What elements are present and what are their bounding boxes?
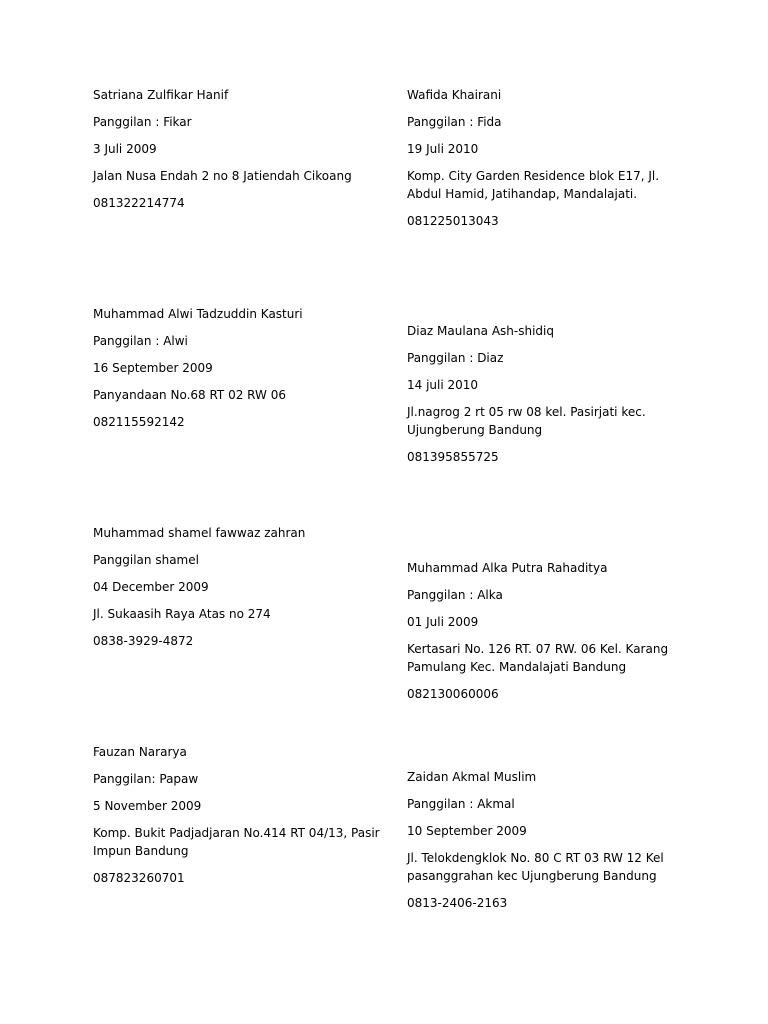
contact-address: Komp. Bukit Padjadjaran No.414 RT 04/13, Pasir Impun Bandung xyxy=(93,826,380,858)
contact-phone: 082130060006 xyxy=(407,687,499,701)
contact-birthdate: 01 Juli 2009 xyxy=(407,615,479,629)
contact-address: Kertasari No. 126 RT. 07 RW. 06 Kel. Karang Pamulang Kec. Mandalajati Bandung xyxy=(407,642,669,674)
contact-address: Jalan Nusa Endah 2 no 8 Jatiendah Cikoang xyxy=(93,169,352,183)
contact-card xyxy=(407,559,682,712)
contact-name: Wafida Khairani xyxy=(407,88,502,102)
contact-nickname: Panggilan : Diaz xyxy=(407,351,504,365)
contact-phone: 082115592142 xyxy=(93,415,185,429)
contact-nickname: Panggilan : Alka xyxy=(407,588,503,602)
contact-nickname: Panggilan : Fida xyxy=(407,115,502,129)
contact-card xyxy=(407,768,682,921)
contact-name: Satriana Zulfikar Hanif xyxy=(93,88,229,102)
contact-address: Jl.nagrog 2 rt 05 rw 08 kel. Pasirjati kec. Ujungberung Bandung xyxy=(407,405,646,437)
contact-card xyxy=(93,86,383,221)
contact-birthdate: 16 September 2009 xyxy=(93,361,213,375)
contact-card xyxy=(93,305,383,440)
contact-birthdate: 19 Juli 2010 xyxy=(407,142,479,156)
contact-name: Fauzan Nararya xyxy=(93,745,187,759)
contact-name: Muhammad Alka Putra Rahaditya xyxy=(407,561,608,575)
contact-card xyxy=(407,86,682,239)
contact-address: Jl. Telokdengklok No. 80 C RT 03 RW 12 Kel pasanggrahan kec Ujungberung Bandung xyxy=(407,851,664,883)
contact-card xyxy=(93,743,383,896)
contact-nickname: Panggilan shamel xyxy=(93,553,199,567)
contact-name: Diaz Maulana Ash-shidiq xyxy=(407,324,554,338)
contact-phone: 0813-2406-2163 xyxy=(407,896,508,910)
contact-phone: 081322214774 xyxy=(93,196,185,210)
contact-address: Komp. City Garden Residence blok E17, Jl. Abdul Hamid, Jatihandap, Mandalajati. xyxy=(407,169,660,201)
contact-birthdate: 14 juli 2010 xyxy=(407,378,479,392)
contact-nickname: Panggilan : Akmal xyxy=(407,797,515,811)
contact-name: Zaidan Akmal Muslim xyxy=(407,770,537,784)
contact-phone: 081395855725 xyxy=(407,450,499,464)
contact-address: Panyandaan No.68 RT 02 RW 06 xyxy=(93,388,286,402)
contact-birthdate: 3 Juli 2009 xyxy=(93,142,157,156)
contact-phone: 081225013043 xyxy=(407,214,499,228)
contact-phone: 0838-3929-4872 xyxy=(93,634,194,648)
contact-address: Jl. Sukaasih Raya Atas no 274 xyxy=(93,607,271,621)
contact-name: Muhammad Alwi Tadzuddin Kasturi xyxy=(93,307,303,321)
contact-phone: 087823260701 xyxy=(93,871,185,885)
contact-nickname: Panggilan: Papaw xyxy=(93,772,199,786)
contact-nickname: Panggilan : Fikar xyxy=(93,115,192,129)
contact-card xyxy=(407,322,682,475)
contact-birthdate: 5 November 2009 xyxy=(93,799,202,813)
contact-name: Muhammad shamel fawwaz zahran xyxy=(93,526,306,540)
contact-nickname: Panggilan : Alwi xyxy=(93,334,188,348)
contact-birthdate: 10 September 2009 xyxy=(407,824,527,838)
contact-card xyxy=(93,524,383,659)
contact-birthdate: 04 December 2009 xyxy=(93,580,209,594)
